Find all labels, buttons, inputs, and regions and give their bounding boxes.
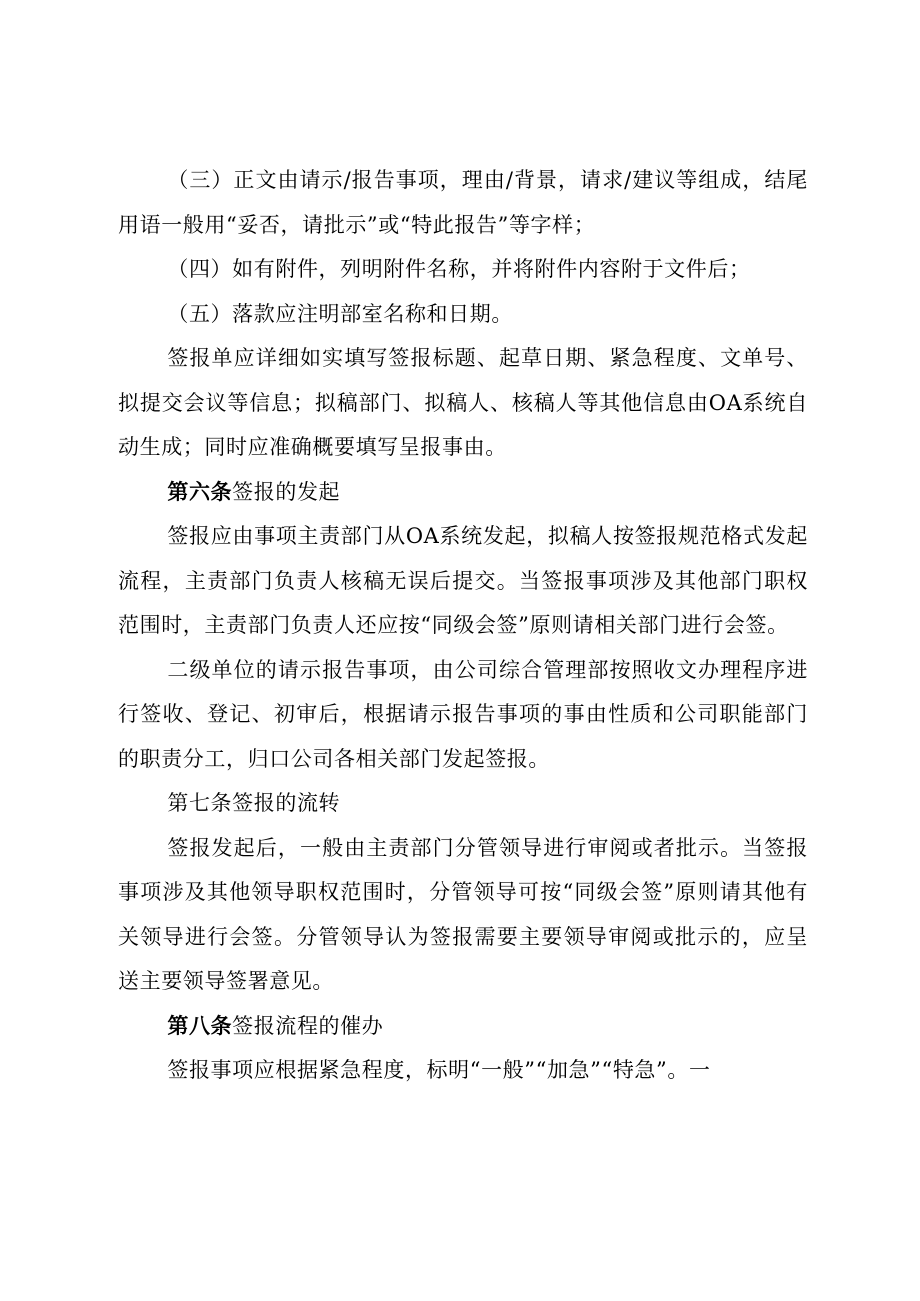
article-6-title: 签报的发起 <box>232 479 341 504</box>
article-7-heading <box>118 781 808 826</box>
article-8-title: 签报流程的催办 <box>232 1013 384 1038</box>
paragraph-item-3: （三）正文由请示/报告事项，理由/背景，请求/建议等组成，结尾用语一般用“妥否，请批示”或“特此报告”等字样； <box>118 168 808 237</box>
article-7-label: 第七条 <box>167 791 233 815</box>
article-7-title: 签报的流转 <box>232 791 341 815</box>
paragraph-form-fields: 签报单应详细如实填写签报标题、起草日期、紧急程度、文单号、拟提交会议等信息；拟稿部门、拟稿人、核稿人等其他信息由OA系统自动生成；同时应准确概要填写呈报事由。 <box>118 346 808 459</box>
article-6-label: 第六条 <box>167 479 233 504</box>
document-body <box>118 158 808 1093</box>
paragraph-secondary-units: 二级单位的请示报告事项，由公司综合管理部按照收文办理程序进行签收、登记、初审后，根据请示报告事项的事由性质和公司职能部门的职责分工，归口公司各相关部门发起签报。 <box>118 657 808 771</box>
article-8-heading <box>118 1004 808 1049</box>
paragraph-urgency: 签报事项应根据紧急程度，标明“一般”“加急”“特急”。一 <box>167 1058 711 1082</box>
paragraph-circulation: 签报发起后，一般由主责部门分管领导进行审阅或者批示。当签报事项涉及其他领导职权范围时，分管领导可按“同级会签”原则请其他有关领导进行会签。分管领导认为签报需要主要领导审阅或批示的，应呈送主要领导签署意见。 <box>118 835 808 993</box>
article-6-heading <box>118 470 808 515</box>
paragraph-item-5: （五）落款应注明部室名称和日期。 <box>167 301 513 326</box>
article-8-label: 第八条 <box>167 1013 233 1038</box>
paragraph-item-4: （四）如有附件，列明附件名称，并将附件内容附于文件后； <box>167 257 751 281</box>
paragraph-initiation: 签报应由事项主责部门从OA系统发起，拟稿人按签报规范格式发起流程，主责部门负责人核稿无误后提交。当签报事项涉及其他部门职权范围时，主责部门负责人还应按“同级会签”原则请相关部门进行会签。 <box>118 524 808 637</box>
